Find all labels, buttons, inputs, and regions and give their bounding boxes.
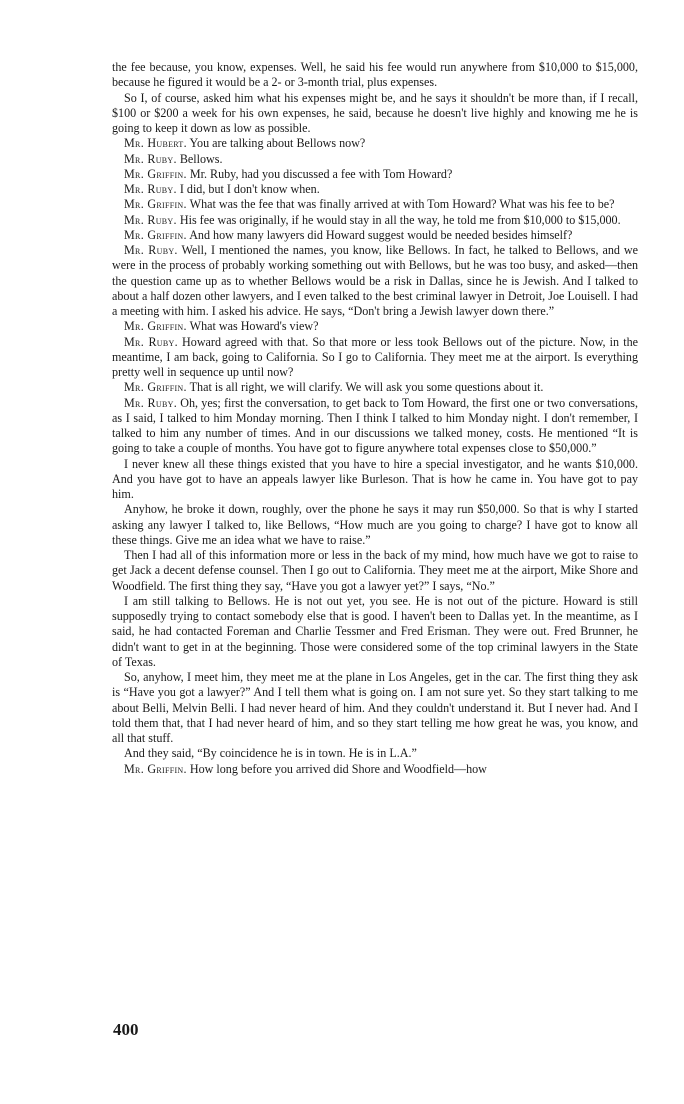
paragraph-text: Mr. Ruby, had you discussed a fee with Tom Howard? xyxy=(186,166,453,181)
transcript-paragraph xyxy=(112,319,638,334)
transcript-paragraph xyxy=(112,182,638,197)
paragraph-text: And they said, “By coincidence he is in town. He is in L.A.” xyxy=(124,746,417,761)
speaker-label: Mr. Griffin. xyxy=(124,166,187,181)
transcript-paragraph xyxy=(112,213,638,228)
speaker-label: Mr. Ruby. xyxy=(124,182,177,196)
paragraph-text: Bellows. xyxy=(176,151,223,166)
speaker-label: Mr. Ruby. xyxy=(124,334,178,349)
paragraph-text: That is all right, we will clarify. We will ask you some questions about it. xyxy=(186,380,544,395)
speaker-label: Mr. Griffin. xyxy=(124,761,187,776)
transcript-paragraph xyxy=(112,746,638,761)
paragraph-text: I am still talking to Bellows. He is not out yet, you see. He is not out of the picture. Howard is still supposedly trying to contact somebody else that is good. I haven't been to Dallas yet. In the meantime, as I said, he had contacted Foreman and Charlie Tessmer and Fred Erisman. They were out. Fred Brunner, he didn't want to get in at the beginning. Those were considered some of the top criminal lawyers in the State of Texas. xyxy=(112,593,638,669)
paragraph-text: Anyhow, he broke it down, roughly, over the phone he says it may run $50,000. So that is why I started asking any lawyer I talked to, like Bellows, “How much are you going to charge? I have got to know all these things. Give me an idea what we have to raise.” xyxy=(112,502,638,547)
paragraph-text: the fee because, you know, expenses. Well, he said his fee would run anywhere from $10,000 to $15,000, because he figured it would be a 2- or 3-month trial, plus expenses. xyxy=(112,60,638,90)
speaker-label: Mr. Griffin. xyxy=(124,197,187,212)
paragraph-text: I never knew all these things existed that you have to hire a special investigator, and he wants $10,000. And you have got to have an appeals lawyer like Burleson. That is how he came in. You have got to pay him. xyxy=(112,456,638,501)
paragraph-text: Then I had all of this information more or less in the back of my mind, how much have we got to raise to get Jack a decent defense counsel. Then I go out to California. They meet me at the airport, Mike Shore and Woodfield. The first thing they say, “Have you got a lawyer yet?” I says, “No.” xyxy=(112,548,638,593)
paragraph-text: So I, of course, asked him what his expenses might be, and he says it shouldn't be more than, if I recall, $100 or $200 a week for his own expenses, he said, because he doesn't live highly and knowing me he is going to keep it down as low as possible. xyxy=(112,90,638,135)
paragraph-text: And how many lawyers did Howard suggest would be needed besides himself? xyxy=(186,227,573,242)
speaker-label: Mr. Ruby. xyxy=(124,395,178,410)
speaker-label: Mr. Griffin. xyxy=(124,319,187,334)
transcript-paragraph xyxy=(112,60,638,91)
paragraph-text: What was the fee that was finally arrived at with Tom Howard? What was his fee to be? xyxy=(186,197,615,212)
speaker-label: Mr. Hubert. xyxy=(124,136,187,151)
transcript-paragraph xyxy=(112,670,638,746)
transcript-paragraph xyxy=(112,380,638,395)
transcript-paragraph xyxy=(112,91,638,137)
transcript-paragraph xyxy=(112,762,638,777)
transcript-paragraph xyxy=(112,136,638,151)
transcript-paragraph xyxy=(112,243,638,319)
transcript-paragraph xyxy=(112,167,638,182)
transcript-paragraph xyxy=(112,228,638,243)
speaker-label: Mr. Griffin. xyxy=(124,380,187,395)
transcript-paragraph xyxy=(112,502,638,548)
paragraph-text: Oh, yes; first the conversation, to get back to Tom Howard, the first one or two conversations, as I said, I talked to him Monday morning. Then I think I talked to him Monday night. I don't remember, I talked to him any number of times. And in our discussions we talked money, costs. He mentioned “It is going to take a couple of months. You have got to figure anywhere total expenses close to $50,000.” xyxy=(112,395,638,456)
transcript-paragraph xyxy=(112,197,638,212)
paragraph-text: What was Howard's view? xyxy=(186,319,319,334)
paragraph-text: So, anyhow, I meet him, they meet me at the plane in Los Angeles, get in the car. The first thing they ask is “Have you got a lawyer?” And I tell them what is going on. I am not sure yet. So they start talking to me about Belli, Melvin Belli. I had never heard of him. And they couldn't understand it. But I never had. And I told them that, that I had never heard of him, and so they start telling me how great he was, you know, and all that stuff. xyxy=(112,670,638,745)
paragraph-text: You are talking about Bellows now? xyxy=(186,136,366,151)
transcript-paragraph xyxy=(112,335,638,381)
paragraph-text: How long before you arrived did Shore and Woodfield—how xyxy=(186,761,487,776)
transcript-paragraph xyxy=(112,457,638,503)
transcript-paragraph xyxy=(112,548,638,594)
speaker-label: Mr. Ruby. xyxy=(124,212,177,227)
transcript-paragraph xyxy=(112,396,638,457)
speaker-label: Mr. Ruby. xyxy=(124,243,178,257)
paragraph-text: His fee was originally, if he would stay in all the way, he told me from $10,000 to $15,000. xyxy=(176,212,621,227)
transcript-paragraph xyxy=(112,594,638,670)
paragraph-text: Well, I mentioned the names, you know, like Bellows. In fact, he talked to Bellows, and we were in the process of probably working something out with Bellows, but he was too busy, and asked—then the question came up as to whether Bellows would be a risk in Dallas, since he is Jewish. And I talked to about a half dozen other lawyers, and I even talked to the best criminal lawyer in Detroit, Joe Louisell. I had a meeting with him. I asked his advice. He says, “Don't bring a Jewish lawyer down there.” xyxy=(112,243,638,318)
page-number: 400 xyxy=(113,1020,139,1039)
paragraph-text: I did, but I don't know when. xyxy=(176,182,320,196)
transcript-paragraph xyxy=(112,152,638,167)
speaker-label: Mr. Griffin. xyxy=(124,227,187,242)
paragraph-text: Howard agreed with that. So that more or less took Bellows out of the picture. Now, in the meantime, I am back, going to California. So I go to California. They meet me at the airport. Is everything pretty well in sequence up until now? xyxy=(112,334,638,379)
speaker-label: Mr. Ruby. xyxy=(124,151,177,166)
transcript-body xyxy=(112,60,638,777)
